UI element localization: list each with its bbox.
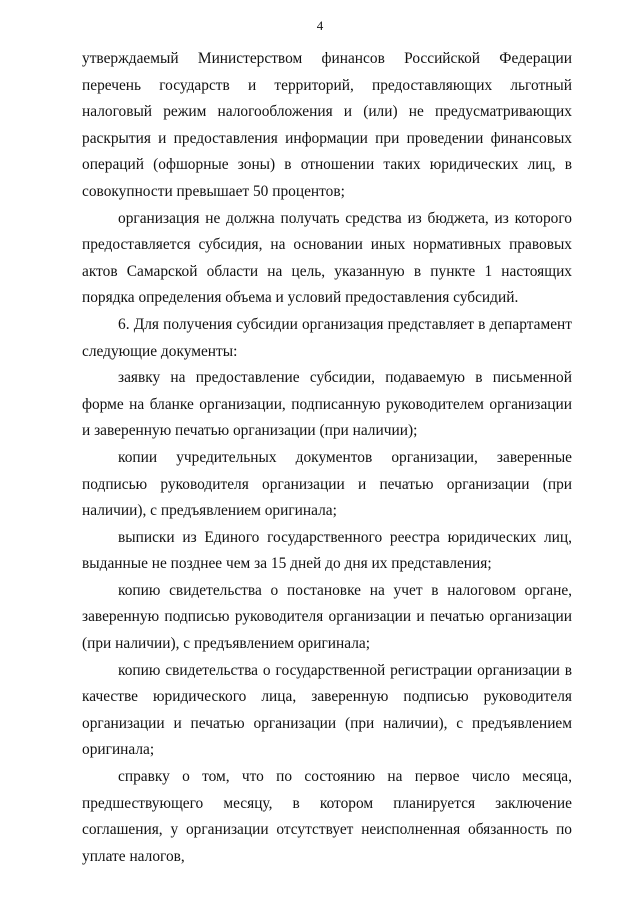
- paragraph-no-budget-funds: организация не должна получать средства из бюджета, из которого предоставляется субсидия, на основании иных нормативных правовых актов Самарской области на цель, указанную в пункте 1 настоящих порядка определения объема и условий предоставления субсидий.: [82, 209, 572, 307]
- page-number: 4: [316, 18, 324, 33]
- paragraph-registry-extract: выписки из Единого государственного реестра юридических лиц, выданные не позднее чем за 15 дней до дня их представления;: [82, 528, 572, 573]
- paragraph-tax-certificate: справку о том, что по состоянию на первое число месяца, предшествующего месяцу, в котором планируется заключение соглашения, у организации отсутствует неисполненная обязанность по уплате налогов,: [82, 768, 572, 865]
- paragraph-founding-documents: копии учредительных документов организации, заверенные подписью руководителя организации и печатью организации (при наличии), с предъявлением оригинала;: [82, 448, 572, 520]
- paragraph-application: заявку на предоставление субсидии, подаваемую в письменной форме на бланке организации, подписанную руководителем организации и заверенную печатью организации (при наличии);: [82, 369, 572, 440]
- paragraph-documents-intro: 6. Для получения субсидии организация представляет в департамент следующие документы:: [82, 315, 572, 360]
- paragraph-tax-registration: копию свидетельства о постановке на учет в налоговом органе, заверенную подписью руководителя организации и печатью организации (при наличии), с предъявлением оригинала;: [82, 581, 572, 653]
- paragraph-offshore-list: утверждаемый Министерством финансов Российской Федерации перечень государств и территорий, предоставляющих льготный налоговый режим налогообложения и (или) не предусматривающих раскрытия и предоставления информации при проведении финансовых операций (офшорные зоны) в отношении таких юридических лиц, в совокупности превышает 50 процентов;: [82, 50, 572, 200]
- document-body: [82, 46, 572, 870]
- paragraph-state-registration: копию свидетельства о государственной регистрации организации в качестве юридического лица, заверенную подписью руководителя организации и печатью организации (при наличии), с предъявлением оригинала;: [82, 661, 572, 759]
